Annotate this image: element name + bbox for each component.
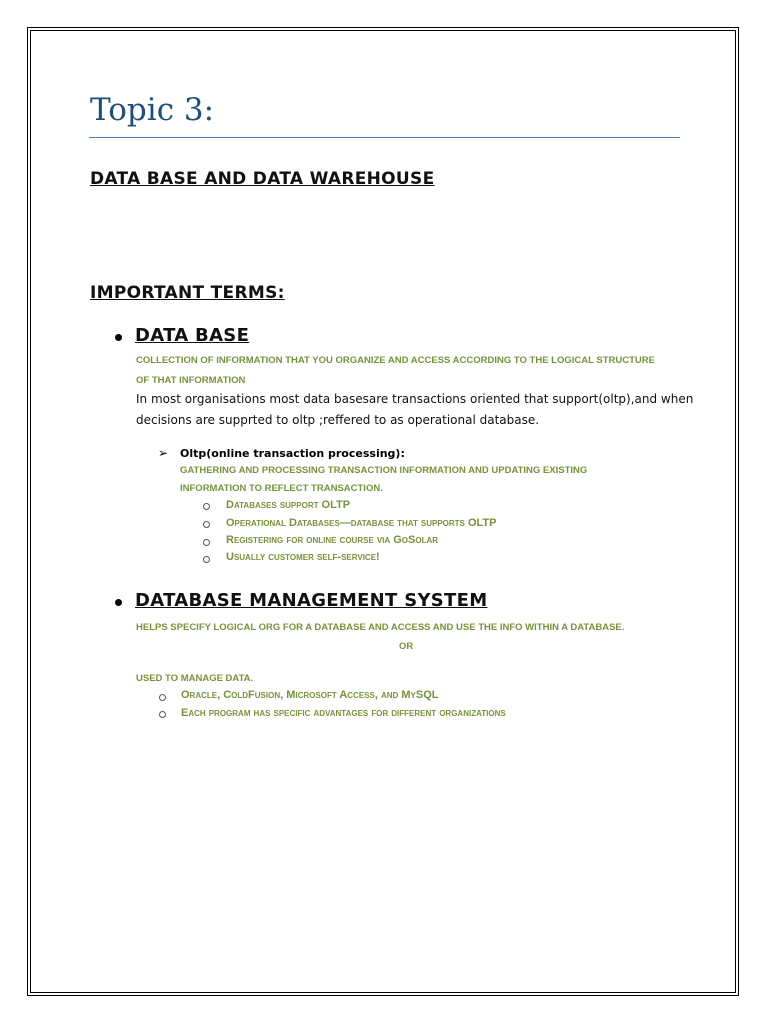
dbms-desc-line1: HELPS SPECIFY LOGICAL ORG FOR A DATABASE AND ACCESS AND USE THE INFO WITHIN A DATABASE. [136, 622, 625, 633]
dbms-desc-line2: USED TO MANAGE DATA. [136, 673, 254, 684]
oltp-item: Operational Databases—database that supports OLTP [226, 517, 497, 529]
sub-bullet-icon [203, 521, 210, 528]
oltp-desc-line1: GATHERING AND PROCESSING TRANSACTION INFORMATION AND UPDATING EXISTING [180, 465, 588, 476]
dbms-item: Oracle, ColdFusion, Microsoft Access, and MySQL [181, 689, 439, 701]
sub-bullet-icon [159, 711, 166, 718]
sub-bullet-icon [203, 503, 210, 510]
oltp-desc-line2: INFORMATION TO REFLECT TRANSACTION. [180, 483, 383, 494]
dbms-item: Each program has specific advantages for different organizations [181, 707, 506, 719]
sub-bullet-icon [203, 539, 210, 546]
oltp-item: Usually customer self-service! [226, 551, 380, 563]
arrow-bullet-icon: ➢ [158, 446, 169, 460]
bullet-dbms [115, 599, 122, 606]
title-divider [89, 137, 680, 138]
bullet-database [115, 334, 122, 341]
database-definition-line1: COLLECTION OF INFORMATION THAT YOU ORGANIZE AND ACCESS ACCORDING TO THE LOGICAL STRUCTURE [136, 355, 655, 366]
sub-bullet-icon [159, 694, 166, 701]
database-heading: DATA BASE [135, 325, 250, 346]
terms-heading: IMPORTANT TERMS: [90, 283, 285, 303]
dbms-or: OR [399, 641, 414, 652]
dbms-heading: DATABASE MANAGEMENT SYSTEM [135, 590, 488, 611]
database-body-line1: In most organisations most data basesare transactions oriented that support(oltp),and when [136, 392, 694, 406]
oltp-heading: Oltp(online transaction processing): [180, 447, 405, 460]
database-body-line2: decisions are supprted to oltp ;reffered to as operational database. [136, 413, 540, 427]
oltp-item: Databases support OLTP [226, 499, 351, 511]
oltp-item: Registering for online course via GoSolar [226, 534, 439, 546]
main-heading: DATA BASE AND DATA WAREHOUSE [90, 169, 435, 189]
page-title: Topic 3: [90, 92, 215, 128]
sub-bullet-icon [203, 556, 210, 563]
database-definition-line2: OF THAT INFORMATION [136, 375, 246, 386]
